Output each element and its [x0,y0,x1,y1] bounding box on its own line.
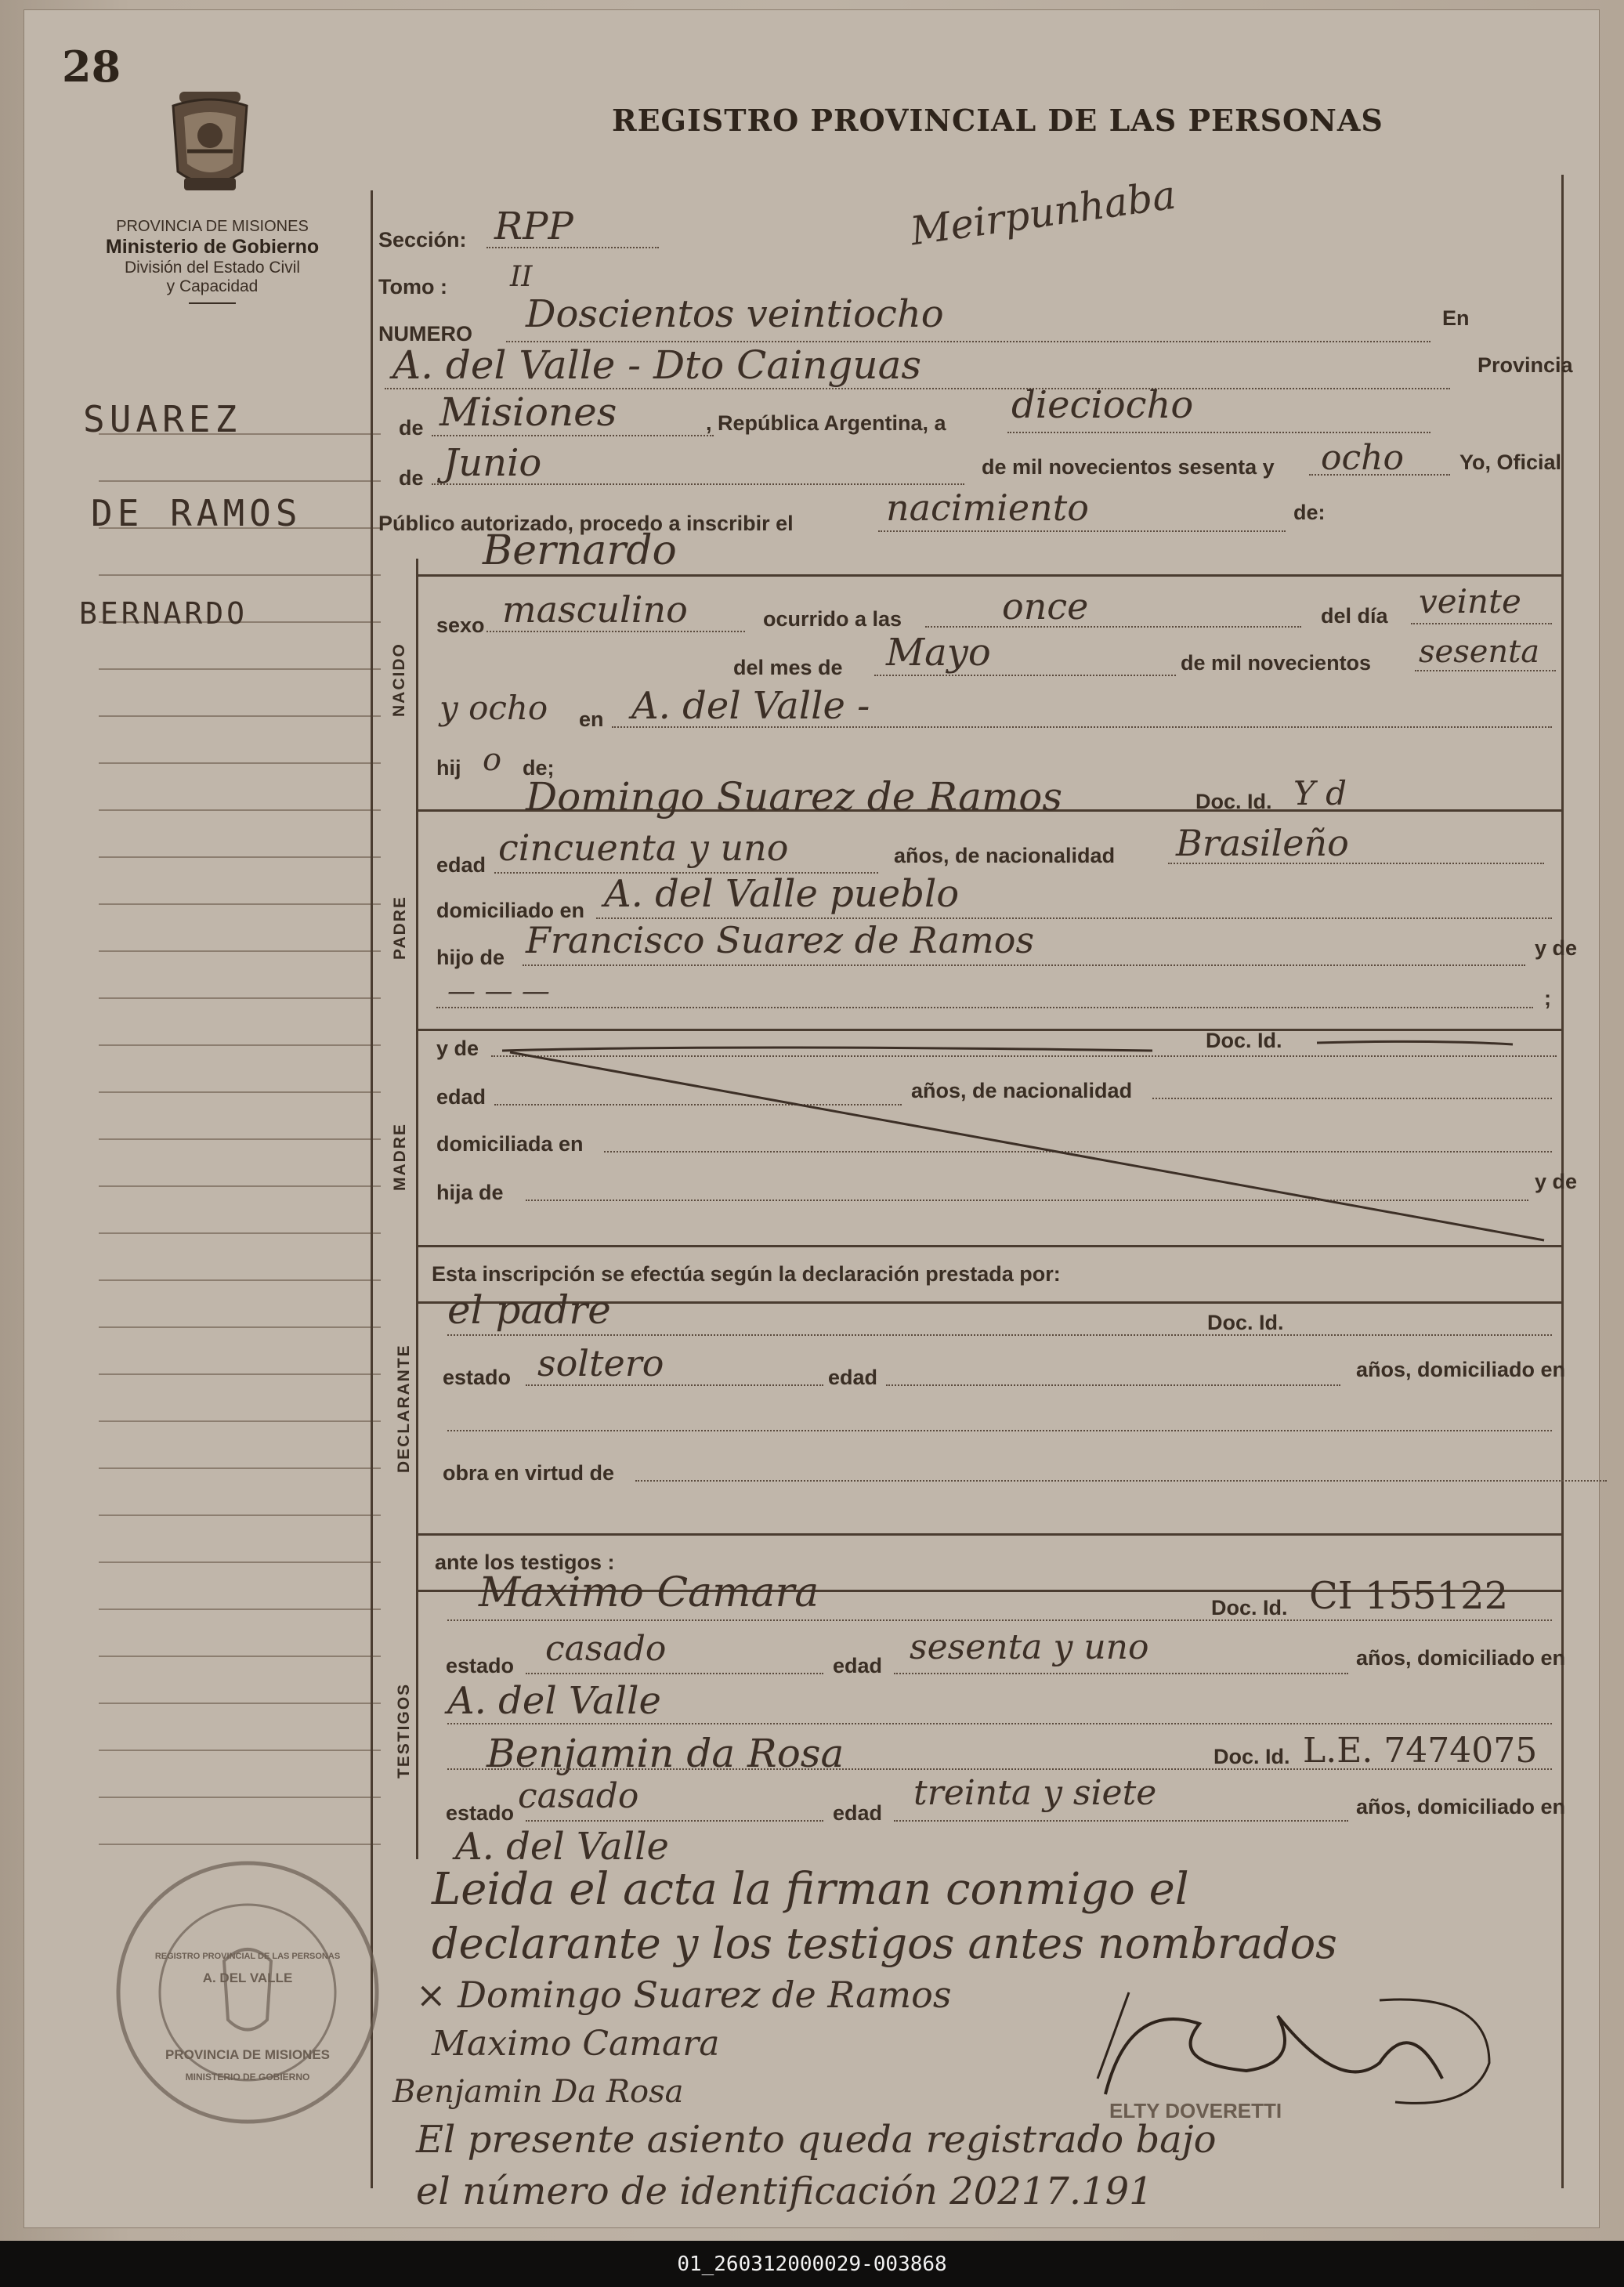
dotted-line [878,530,1286,532]
label-y-de-padre: y de [1535,936,1578,960]
value-declarante: el padre [447,1287,611,1333]
value-sexo: masculino [502,588,688,631]
label-domiciliado-padre: domiciliado en [436,899,585,922]
margin-ruled-line [99,574,381,576]
label-y-de-madre-2: y de [1535,1170,1578,1193]
label-edad-decl: edad [828,1366,878,1389]
value-hijo-suffix: o [483,742,502,778]
label-anios-dom-t2: años, domiciliado en [1356,1795,1566,1818]
divider [189,302,236,304]
dotted-line [1411,623,1552,624]
value-acto: nacimiento [886,487,1089,529]
label-tomo: Tomo : [378,275,447,299]
label-del-dia: del día [1321,604,1388,628]
side-label-madre: MADRE [391,1123,409,1191]
stamp-line: MINISTERIO DE GOBIERNO [185,2072,310,2083]
label-estado-t2: estado [446,1801,515,1825]
label-en-nac: en [579,707,604,731]
label-publico: Público autorizado, procedo a inscribir el [378,512,794,535]
label-numero: NUMERO [378,322,472,346]
official-stamp-text: ELTY DOVERETTI [1109,2099,1282,2122]
side-label-declarante: DECLARANTE [395,1344,413,1473]
org-line-capacity: y Capacidad [166,277,259,295]
margin-ruled-line [99,856,381,858]
label-edad-t1: edad [833,1654,883,1677]
dotted-line [436,1007,1533,1008]
value-testigo1: Maximo Camara [479,1569,819,1616]
stamp-line: PROVINCIA DE MISIONES [165,2047,330,2062]
value-padre-nac: Brasileño [1176,822,1349,864]
closing-note-1: Leida el acta la firman conmigo el [432,1864,1189,1915]
label-anios-dom-t1: años, domiciliado en [1356,1646,1566,1670]
value-mes-nac: Mayo [886,631,991,675]
margin-ruled-line [99,480,381,482]
signature-declarante: × Domingo Suarez de Ramos [416,1974,952,2016]
value-t2-edad: treinta y siete [913,1773,1157,1813]
value-t1-estado: casado [545,1629,667,1669]
label-doc-padre: Doc. Id. [1195,790,1272,813]
dotted-line [635,1480,1607,1482]
label-ante: ante los testigos : [435,1551,615,1574]
round-stamp-text [126,1945,369,2088]
label-provincia: Provincia [1478,353,1573,377]
label-doc-madre: Doc. Id. [1206,1029,1282,1052]
value-testigo2-doc: L.E. 7474075 [1303,1731,1538,1771]
value-t2-estado: casado [518,1776,639,1816]
margin-surname-2: DE RAMOS [91,492,302,534]
margin-ruled-line [99,1373,381,1375]
margin-ruled-line [99,903,381,905]
value-padre-edad: cincuenta y uno [498,827,789,869]
margin-ruled-line [99,668,381,670]
margin-ruled-line [99,1420,381,1422]
value-anio: ocho [1321,438,1404,478]
value-doc-padre: Y d [1293,774,1347,812]
value-lugar-nac: A. del Valle - [631,684,870,728]
value-mes: Junio [443,441,542,485]
label-hijo-de-padre: hijo de [436,946,505,969]
label-estado-t1: estado [446,1654,515,1677]
dotted-line [486,631,745,632]
section-rule [416,574,1561,577]
margin-ruled-line [99,1514,381,1516]
label-yo-oficial: Yo, Oficial [1459,451,1562,474]
label-doc-declarante: Doc. Id. [1207,1311,1284,1334]
label-edad-madre: edad [436,1085,486,1109]
closing-note-2: declarante y los testigos antes nombrados [432,1919,1337,1968]
side-label-padre: PADRE [391,896,409,960]
dotted-line [526,1673,823,1674]
margin-surname-1: SUAREZ [83,398,242,440]
dotted-line [886,1384,1340,1386]
value-t2-dom: A. del Valle [455,1825,669,1869]
value-nombre: Bernardo [483,527,677,574]
label-de-semicolon: de; [523,756,555,780]
value-hora: once [1002,585,1089,628]
dotted-line [925,626,1301,628]
label-seccion: Sección: [378,228,467,251]
label-anios-dom-decl: años, domiciliado en [1356,1358,1566,1381]
value-testigo2: Benjamin da Rosa [486,1731,845,1776]
label-del-mes: del mes de [733,656,843,679]
label-anios-nac-madre: años, de nacionalidad [911,1079,1133,1102]
value-lugar: A. del Valle - Dto Cainguas [392,342,922,388]
value-testigo1-doc: CI 155122 [1309,1574,1509,1618]
value-provincia: Misiones [439,389,617,435]
ministry-block [71,218,353,304]
stamp-line: A. DEL VALLE [202,1970,293,1985]
label-anios-nac-padre: años, de nacionalidad [894,844,1116,867]
margin-ruled-line [99,1232,381,1234]
margin-ruled-line [99,1703,381,1704]
org-line-ministry: Ministerio de Gobierno [105,236,320,258]
margin-ruled-line [99,1279,381,1281]
margin-ruled-line [99,1656,381,1657]
value-seccion: RPP [494,204,573,248]
value-t1-edad: sesenta y uno [910,1627,1149,1667]
label-en: En [1442,306,1470,330]
value-dia: dieciocho [1011,383,1194,427]
label-de-colon: de: [1293,501,1326,524]
value-anio-nac-1: sesenta [1419,634,1540,670]
section-divider [416,559,418,1859]
margin-ruled-line [99,1750,381,1751]
label-domiciliada: domiciliada en [436,1132,584,1156]
signature-testigo1: Maximo Camara [432,2024,720,2064]
page-number: 28 [62,42,121,92]
margin-ruled-line [99,1797,381,1798]
label-hija-de: hija de [436,1181,504,1204]
value-padre-nombre: Domingo Suarez de Ramos [526,774,1063,820]
margin-ruled-line [99,1138,381,1140]
margin-given-name: BERNARDO [79,596,248,631]
value-padre-dom: A. del Valle pueblo [604,872,960,916]
value-dia-nac: veinte [1419,582,1521,621]
label-doc-testigo2: Doc. Id. [1213,1745,1290,1768]
margin-ruled-line [99,1091,381,1093]
label-edad-t2: edad [833,1801,883,1825]
label-de-mil-2: de mil novecientos [1181,651,1372,675]
margin-ruled-line [99,1467,381,1469]
dotted-line [432,435,714,436]
org-line-division: División del Estado Civil [124,259,301,277]
label-sexo: sexo [436,613,485,637]
value-numero: Doscientos veintiocho [526,292,944,336]
section-rule [416,1029,1561,1031]
org-line-province: PROVINCIA DE MISIONES [116,218,309,235]
label-de-mil: de mil novecientos sesenta y [982,455,1275,479]
document-title: REGISTRO PROVINCIAL DE LAS PERSONAS [612,103,1383,138]
margin-ruled-line [99,1561,381,1563]
value-t1-dom: A. del Valle [447,1679,661,1723]
stamp-line: REGISTRO PROVINCIAL DE LAS PERSONAS [154,1952,341,1961]
margin-ruled-line [99,1044,381,1046]
label-semicolon: ; [1544,986,1551,1010]
dotted-line [526,1820,823,1822]
label-y-de-madre: y de [436,1037,479,1060]
strike-through-line [494,1037,1560,1248]
dotted-line [894,1820,1348,1822]
value-padre-hijo-de: Francisco Suarez de Ramos [526,919,1035,961]
signature-testigo2: Benjamin Da Rosa [392,2074,684,2110]
dotted-line [1415,670,1556,671]
margin-ruled-line [99,1185,381,1187]
provincial-crest-icon [164,85,256,203]
document-page [24,9,1600,2228]
label-estado-decl: estado [443,1366,512,1389]
label-republica: , República Argentina, a [706,411,946,435]
label-doc-testigo1: Doc. Id. [1211,1596,1288,1619]
section-rule [416,1245,1561,1247]
label-hijo: hij [436,756,461,780]
label-edad-padre: edad [436,853,486,877]
dotted-line [447,1768,1552,1770]
side-label-nacido: NACIDO [390,642,408,717]
dotted-line [447,1723,1552,1724]
margin-ruled-line [99,809,381,811]
closing-note-4: el número de identificación 20217.191 [416,2169,1153,2213]
dotted-line [526,1384,823,1386]
dotted-line [447,1334,1552,1336]
label-de-2: de [399,466,424,490]
image-id-footer: 01_260312000029-003868 [0,2241,1624,2287]
top-signature: Meirpunhaba [907,172,1179,255]
dotted-line [1007,432,1430,433]
label-de-1: de [399,416,424,440]
dotted-line [874,675,1176,676]
value-decl-estado: soltero [537,1342,664,1384]
value-padre-dash: — — — [447,975,550,1008]
label-inscripcion: Esta inscripción se efectúa según la declaración prestada por: [432,1262,1061,1286]
margin-ruled-line [99,997,381,999]
section-rule [416,1533,1561,1536]
dotted-line [447,1430,1552,1431]
margin-ruled-line [99,1844,381,1845]
dotted-line [447,1619,1552,1621]
margin-ruled-line [99,762,381,764]
side-label-testigos: TESTIGOS [395,1682,413,1779]
official-signature-scribble [1082,1969,1521,2126]
closing-note-3: El presente asiento queda registrado bajo [416,2118,1217,2162]
margin-ruled-line [99,1326,381,1328]
dotted-line [523,964,1525,966]
dotted-line [894,1673,1348,1674]
margin-ruled-line [99,950,381,952]
value-tomo: II [510,261,533,293]
margin-ruled-line [99,1608,381,1610]
label-obra: obra en virtud de [443,1461,615,1485]
label-ocurrido: ocurrido a las [763,607,902,631]
value-anio-nac-2: y ocho [439,689,548,727]
margin-ruled-line [99,715,381,717]
